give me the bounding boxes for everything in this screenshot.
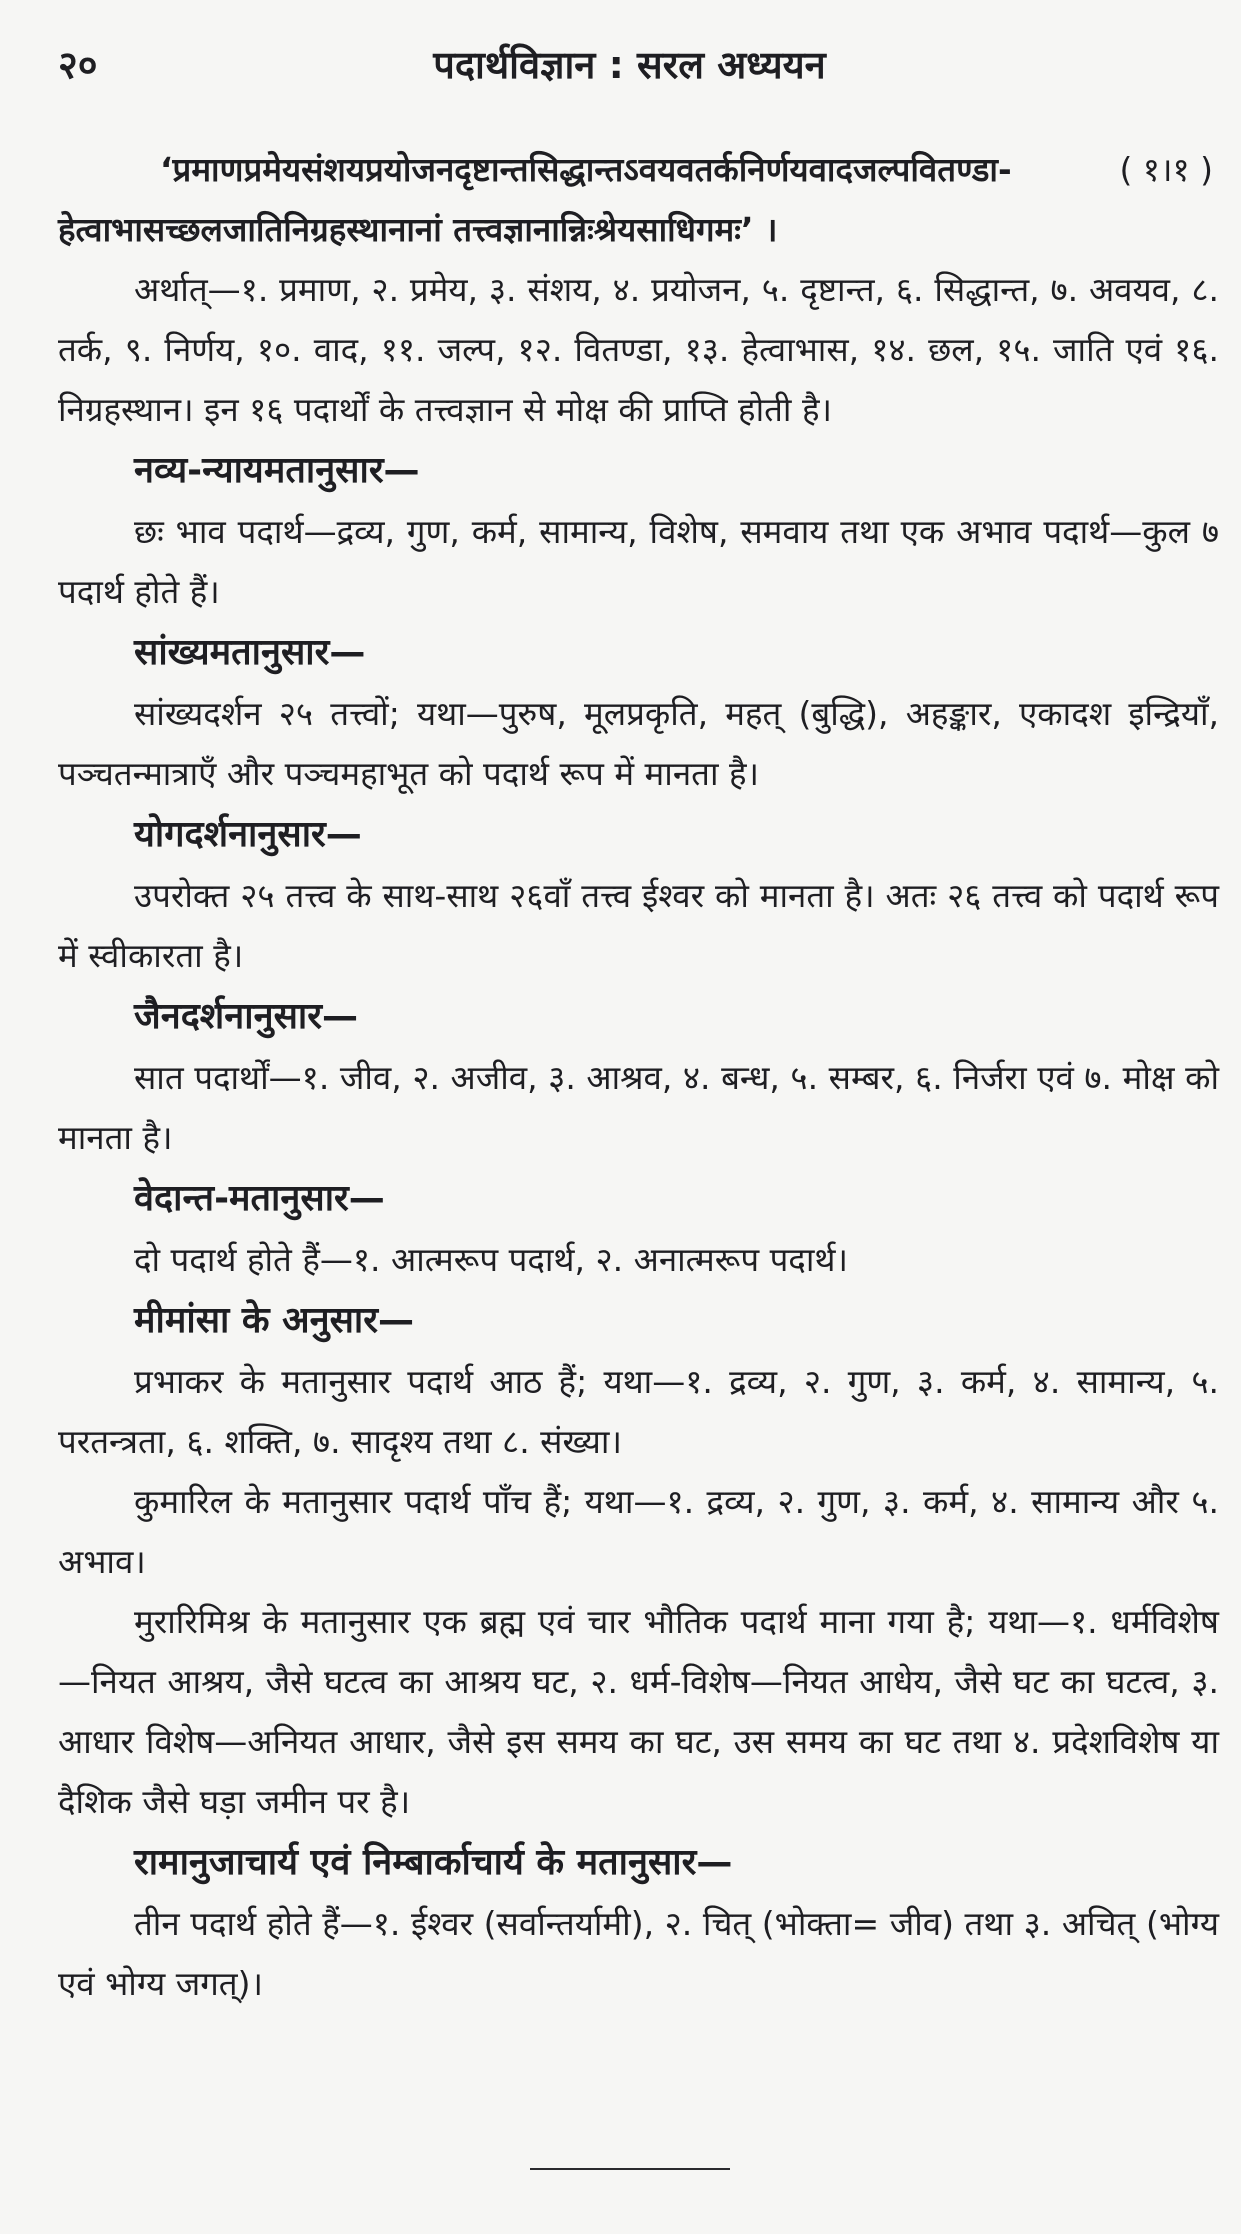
- end-divider: [530, 2168, 730, 2170]
- section-heading-ramanuja-nimbarka: रामानुजाचार्य एवं निम्बार्काचार्य के मतानुसार—: [134, 1842, 733, 1883]
- section-paragraph-ramanuja-nimbarka: तीन पदार्थ होते हैं—१. ईश्वर (सर्वान्तर्यामी), २. चित् (भोक्ता= जीव) तथा ३. अचित् (भोग्य एवं भोग्य जगत्)।: [58, 1904, 1219, 2003]
- running-header: [58, 38, 1201, 108]
- sutra-text: ‘प्रमाणप्रमेयसंशयप्रयोजनदृष्टान्तसिद्धान्तऽवयवतर्कनिर्णयवादजल्पवितण्डा-हेत्वाभासच्छलजातिनिग्रहस्थानानां तत्त्वज्ञानान्निःश्रेयसाधिगमः’ ।: [58, 150, 1012, 249]
- sutra-paragraph: [58, 140, 1219, 260]
- page-number: २०: [58, 43, 98, 87]
- section-paragraph-navya-nyaya: छः भाव पदार्थ—द्रव्य, गुण, कर्म, सामान्य, विशेष, समवाय तथा एक अभाव पदार्थ—कुल ७ पदार्थ होते हैं।: [58, 512, 1219, 611]
- section-paragraph-murarimishra: मुरारिमिश्र के मतानुसार एक ब्रह्म एवं चार भौतिक पदार्थ माना गया है; यथा—१. धर्मविशेष—नियत आश्रय, जैसे घटत्व का आश्रय घट, २. धर्म-विशेष—नियत आधेय, जैसे घट का घटत्व, ३. आधार विशेष—अनियत आधार, जैसे इस समय का घट, उस समय का घट तथा ४. प्रदेशविशेष या दैशिक जैसे घड़ा जमीन पर है।: [58, 1602, 1219, 1821]
- running-title: पदार्थविज्ञान : सरल अध्ययन: [433, 43, 826, 87]
- section-heading-jain: जैनदर्शनानुसार—: [134, 996, 358, 1037]
- section-paragraph-prabhakara: प्रभाकर के मतानुसार पदार्थ आठ हैं; यथा—१. द्रव्य, २. गुण, ३. कर्म, ४. सामान्य, ५. परतन्त्रता, ६. शक्ति, ७. सादृश्य तथा ८. संख्या।: [58, 1362, 1219, 1461]
- section-heading-vedanta: वेदान्त-मतानुसार—: [134, 1178, 385, 1219]
- section-paragraph-kumarila: कुमारिल के मतानुसार पदार्थ पाँच हैं; यथा—१. द्रव्य, २. गुण, ३. कर्म, ४. सामान्य और ५. अभाव।: [58, 1482, 1219, 1581]
- section-heading-navya-nyaya: नव्य-न्यायमतानुसार—: [134, 450, 420, 491]
- section-paragraph-vedanta: दो पदार्थ होते हैं—१. आत्मरूप पदार्थ, २. अनात्मरूप पदार्थ।: [134, 1240, 848, 1279]
- section-paragraph-jain: सात पदार्थों—१. जीव, २. अजीव, ३. आश्रव, ४. बन्ध, ५. सम्बर, ६. निर्जरा एवं ७. मोक्ष को मानता है।: [58, 1058, 1219, 1157]
- sutra-reference: ( १।१ ): [1119, 150, 1213, 189]
- page-body: [58, 140, 1219, 2014]
- section-paragraph-sankhya: सांख्यदर्शन २५ तत्त्वों; यथा—पुरुष, मूलप्रकृति, महत् (बुद्धि), अहङ्कार, एकादश इन्द्रियाँ, पञ्चतन्मात्राएँ और पञ्चमहाभूत को पदार्थ रूप में मानता है।: [58, 694, 1219, 793]
- section-heading-mimamsa: मीमांसा के अनुसार—: [134, 1300, 414, 1341]
- section-heading-sankhya: सांख्यमतानुसार—: [134, 632, 366, 673]
- sutra-explanation: अर्थात्—१. प्रमाण, २. प्रमेय, ३. संशय, ४. प्रयोजन, ५. दृष्टान्त, ६. सिद्धान्त, ७. अवयव, ८. तर्क, ९. निर्णय, १०. वाद, ११. जल्प, १२. वितण्डा, १३. हेत्वाभास, १४. छल, १५. जाति एवं १६. निग्रहस्थान। इन १६ पदार्थों के तत्त्वज्ञान से मोक्ष की प्राप्ति होती है।: [58, 270, 1219, 429]
- section-heading-yoga: योगदर्शनानुसार—: [134, 814, 362, 855]
- section-paragraph-yoga: उपरोक्त २५ तत्त्व के साथ-साथ २६वाँ तत्त्व ईश्वर को मानता है। अतः २६ तत्त्व को पदार्थ रूप में स्वीकारता है।: [58, 876, 1219, 975]
